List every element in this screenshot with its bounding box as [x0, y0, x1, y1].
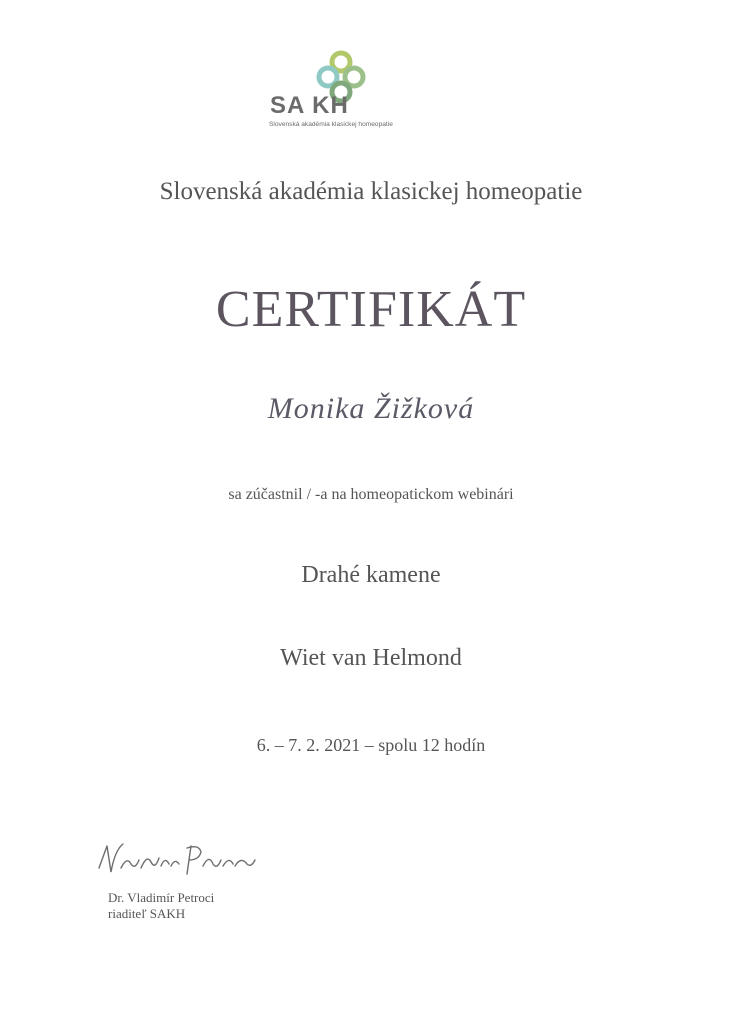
handwritten-signature [95, 838, 285, 884]
logo-subtitle: Slovenská akadémia klasickej homeopatie [269, 121, 393, 128]
logo-wordmark: SA KH [270, 92, 349, 119]
lecturer-name: Wiet van Helmond [280, 645, 462, 671]
signatory-name: Dr. Vladimír Petroci [108, 890, 215, 905]
certificate-title: CERTIFIKÁT [215, 281, 527, 338]
participation-text: sa zúčastnil / -a na homeopatickom webinári [228, 486, 514, 503]
course-name: Drahé kamene [301, 562, 441, 588]
sakh-logo [262, 50, 422, 130]
recipient-name: Monika Žižková [267, 392, 475, 425]
signatory-role: riaditeľ SAKH [108, 906, 186, 921]
course-dates: 6. – 7. 2. 2021 – spolu 12 hodín [256, 735, 486, 755]
organization-name: Slovenská akadémia klasickej homeopatie [159, 178, 583, 205]
